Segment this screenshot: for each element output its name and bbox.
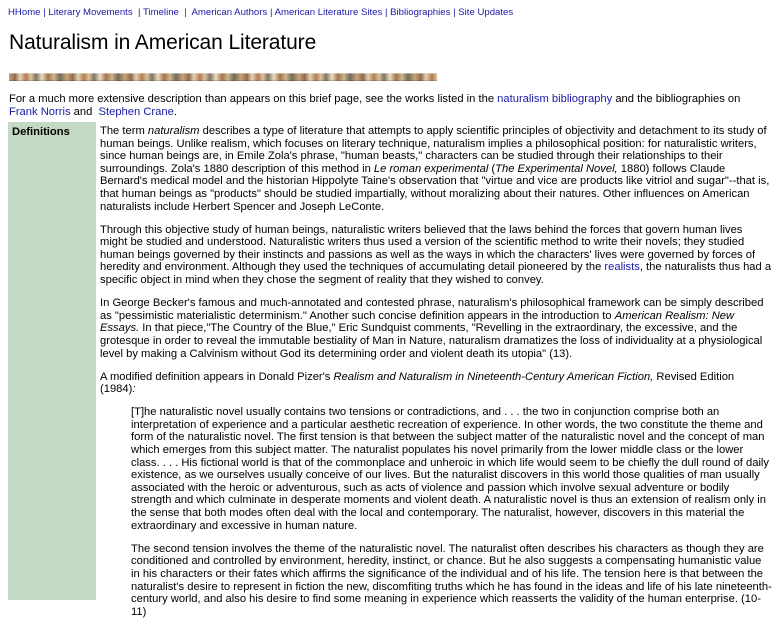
book-title: American Realism: New Essays.	[100, 309, 735, 335]
text: A modified definition appears in Donald Pizer's	[100, 370, 334, 383]
intro-text: For a much more extensive description than appears on this brief page, see the works listed in the	[9, 93, 498, 105]
frank-norris-link[interactable]: Frank Norris	[9, 106, 71, 118]
definitions-content	[100, 125, 772, 629]
nav-timeline-link[interactable]: Timeline	[142, 7, 179, 18]
text: The term	[100, 125, 148, 137]
quote-paragraph-1: [T]he naturalistic novel usually contains two tensions or contradictions, and . . . the two in conjunction comprise both an interpretation of experience and a particular aesthetic recreation of experience. In other words, the two constitute the theme and form of the naturalistic novel. The first tension is that between the subject matter of the naturalistic novel and the concept of man which emerges from this subject matter. The naturalist populates his novel primarily from the lower middle class or the lower class. . . . His fictional world is that of the commonplace and unheroic in which life would seem to be chiefly the dull round of daily existence, as we ourselves usually conceive of our lives. But the naturalist discovers in this world those qualities of man usually associated with the heroic or adventurous, such as acts of violence and passion which involve sexual adventure or bodily strength and which culminate in desperate moments and violent death. A naturalistic novel is thus an extension of realism only in the sense that both modes often deal with the local and contemporary. The naturalist, however, discovers in this material the extraordinary and excessive in human nature.	[131, 406, 770, 532]
stephen-crane-link[interactable]: Stephen Crane	[98, 106, 174, 118]
intro-text: and the bibliographies on	[612, 93, 741, 105]
book-title: Realism and Naturalism in Nineteenth-Century American Fiction,	[333, 370, 654, 383]
nav-separator: |	[384, 7, 388, 18]
nav-separator: |	[453, 7, 456, 18]
nav-separator: |	[43, 7, 46, 18]
book-title: Le roman experimental	[373, 162, 489, 175]
nav-american-authors-link[interactable]: American Authors	[191, 7, 268, 18]
nav-literary-movements-link[interactable]: Literary Movements	[48, 7, 133, 18]
text: (	[488, 162, 496, 175]
naturalism-bibliography-link[interactable]: naturalism bibliography	[497, 93, 613, 105]
definitions-label-cell	[8, 122, 96, 600]
intro-text: .	[173, 106, 177, 118]
realists-link[interactable]: realists	[604, 261, 640, 274]
top-nav	[8, 7, 513, 18]
pizer-quotation	[131, 406, 772, 618]
book-title: The Experimental Novel,	[495, 162, 618, 175]
marbled-divider-banner	[9, 73, 437, 81]
text: 1880) follows Claude Bernard's medical model and the historian Hippolyte Taine's observation that "virtue and vice are products like vitriol and sugar"--that is, that human beings as "products" should be studied impartially, without moralizing about their natures. Other influences on American naturalists include Herbert Spencer and Joseph LeConte.	[100, 162, 770, 213]
nav-bibliographies-link[interactable]: Bibliographies	[390, 7, 451, 18]
nav-site-updates-link[interactable]: Site Updates	[458, 7, 514, 18]
term-naturalism: naturalism	[147, 125, 200, 137]
page-title: Naturalism in American Literature	[9, 31, 317, 54]
definition-paragraph-2	[100, 224, 772, 287]
text: describes a type of literature that attempts to apply scientific principles of objectivity and detachment to its study of human beings. Unlike realism, which focuses on literary technique, naturalism implies a philosophical position: for naturalistic writers, since human beings are, in Emile Zola's phrase, "human beasts," characters can be studied through their relationships to their surroundings. Zola's 1880 description of this method in	[100, 125, 767, 175]
intro-paragraph	[9, 93, 769, 119]
definition-paragraph-1	[100, 125, 772, 213]
quote-paragraph-2: The second tension involves the theme of the naturalistic novel. The naturalist often describes his characters as though they are conditioned and controlled by environment, heredity, instinct, or chance. But he also suggests a compensating humanistic value in his characters or their fates which affirms the significance of the individual and of his life. The tension here is that between the naturalist's desire to represent in fiction the new, discomfiting truths which he has found in the ideas and life of his late nineteenth-century world, and also his desire to find some meaning in experience which reasserts the validity of the human enterprise. (10-11)	[131, 542, 772, 618]
text: :	[132, 383, 136, 396]
nav-separator: |	[184, 7, 187, 18]
nav-separator: |	[137, 7, 141, 18]
definitions-table	[8, 122, 775, 618]
definitions-label: Definitions	[12, 126, 70, 138]
nav-home-link[interactable]: HHome	[8, 7, 41, 18]
definition-paragraph-4	[100, 371, 772, 396]
text: In that piece,"The Country of the Blue," Eric Sundquist comments, "Revelling in the extraordinary, the excessive, and the grotesque in order to reveal the immutable bestiality of Man in Nature, naturalism dramatizes the loss of individuality at a physiological level by making a Calvinism without God its determining order and violent death its utopia" (13).	[100, 322, 763, 360]
nav-separator: |	[269, 7, 273, 18]
text: Through this objective study of human beings, naturalistic writers believed that the laws behind the forces that govern human lives might be studied and understood. Naturalistic writers thus used a version of the scientific method to write their novels; they studied human beings governed by their instincts and passions as well as the ways in which the characters' lives were governed by forces of heredity and environment. Although they used the techniques of accumulating detail pioneered by the	[100, 223, 756, 274]
nav-american-literature-sites-link[interactable]: American Literature Sites	[274, 7, 383, 18]
intro-text: and	[70, 106, 99, 118]
text: In George Becker's famous and much-annotated and contested phrase, naturalism's philosophical framework can be simply described as "pessimistic materialistic determinism." Another such concise definition appears in the introduction to	[100, 297, 764, 322]
text: Revised Edition (1984)	[100, 370, 735, 396]
text: , the naturalists thus had a specific object in mind when they chose the segment of reality that they wished to convey.	[100, 261, 772, 287]
definition-paragraph-3	[100, 297, 772, 360]
